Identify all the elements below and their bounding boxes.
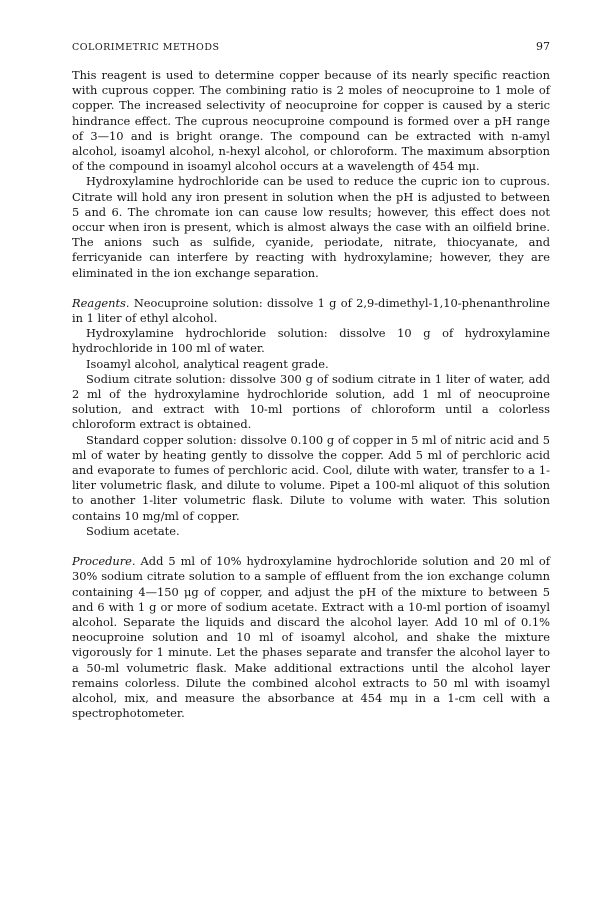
reagents-heading: Reagents. <box>72 295 130 310</box>
reagents-paragraph-5: Standard copper solution: dissolve 0.100 g of copper in 5 ml of nitric acid and 5 ml of water by heating gently to dissolve the copper. Add 5 ml of perchloric acid and evaporate to fumes of perchloric acid. Cool, dilute with water, transfer to a 1-liter volumetric flask, and dilute to volume. Pipet a 100-ml aliquot of this solution to another 1-liter volumetric flask. Dilute to volume with water. This solution contains 10 mg/ml of copper. <box>72 432 550 523</box>
running-header <box>72 40 550 53</box>
reagents-paragraph-3: Isoamyl alcohol, analytical reagent grade. <box>86 356 329 371</box>
intro-paragraph-1: This reagent is used to determine copper because of its nearly specific reaction with cuprous copper. The combining ratio is 2 moles of neocuproine to 1 mole of copper. The increased selectivity of neocuproine for copper is caused by a steric hindrance effect. The cuprous neocuproine compound is formed over a pH range of 3—10 and is bright orange. The compound can be extracted with n-amyl alcohol, isoamyl alcohol, n-hexyl alcohol, or chloroform. The maximum absorption of the compound in isoamyl alcohol occurs at a wavelength of 454 mμ. <box>72 68 550 174</box>
reagents-paragraph-6: Sodium acetate. <box>86 523 180 538</box>
intro-paragraph-2: Hydroxylamine hydrochloride can be used to reduce the cupric ion to cuprous. Citrate will hold any iron present in solution when the pH is adjusted to between 5 and 6. The chromate ion can cause low results; however, this effect does not occur when iron is present, which is almost always the case with an oilfield brine. The anions such as sulfide, cyanide, periodate, nitrate, thiocyanate, and ferricyanide can interfere by reacting with hydroxylamine; however, they are eliminated in the ion exchange separation. <box>72 174 550 280</box>
procedure-paragraph <box>72 554 550 721</box>
running-title: COLORIMETRIC METHODS <box>72 42 220 53</box>
page <box>72 40 550 721</box>
reagents-text-1: Neocuproine solution: dissolve 1 g of 2,9-dimethyl-1,10-phenanthroline in 1 liter of ethyl alcohol. <box>72 295 550 326</box>
reagents-paragraph-2: Hydroxylamine hydrochloride solution: dissolve 10 g of hydroxylamine hydrochloride in 100 ml of water. <box>72 326 550 356</box>
procedure-text: Add 5 ml of 10% hydroxylamine hydrochloride solution and 20 ml of 30% sodium citrate solution to a sample of effluent from the ion exchange column containing 4—150 μg of copper, and adjust the pH of the mixture to between 5 and 6 with 1 g or more of sodium acetate. Extract with a 10-ml portion of isoamyl alcohol. Separate the liquids and discard the alcohol layer. Add 10 ml of 0.1% neocuproine solution and 10 ml of isoamyl alcohol, and shake the mixture vigorously for 1 minute. Let the phases separate and transfer the alcohol layer to a 50-ml volumetric flask. Make additional extractions until the alcohol layer remains colorless. Dilute the combined alcohol extracts to 50 ml with isoamyl alcohol, mix, and measure the absorbance at 454 mμ in a 1-cm cell with a spectrophotometer. <box>72 554 550 721</box>
page-number: 97 <box>536 40 550 53</box>
procedure-heading: Procedure. <box>72 554 136 569</box>
reagents-paragraph-4: Sodium citrate solution: dissolve 300 g of sodium citrate in 1 liter of water, add 2 ml of the hydroxylamine hydrochloride solution, add 1 ml of neocuproine solution, and extract with 10-ml portions of chloroform until a colorless chloroform extract is obtained. <box>72 371 550 432</box>
reagents-paragraph-1 <box>72 296 550 326</box>
